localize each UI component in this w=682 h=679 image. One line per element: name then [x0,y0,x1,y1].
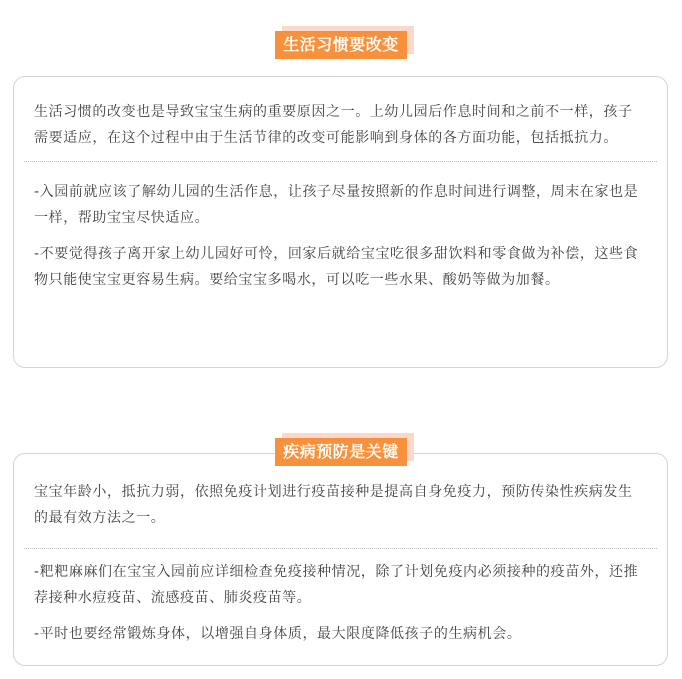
lifestyle-tip: -不要觉得孩子离开家上幼儿园好可怜，回家后就给宝宝吃很多甜饮料和零食做为补偿，这些食物只能使宝宝更容易生病。要给宝宝多喝水，可以吃一些水果、酸奶等做为加餐。 [34,246,639,288]
lifestyle-intro: 生活习惯的改变也是导致宝宝生病的重要原因之一。上幼儿园后作息时间和之前不一样，孩子需要适应，在这个过程中由于生活节律的改变可能影响到身体的各方面功能，包括抵抗力。 [34,104,633,146]
prevention-intro: 宝宝年龄小，抵抗力弱，依照免疫计划进行疫苗接种是提高自身免疫力，预防传染性疾病发生的最有效方法之一。 [34,484,633,526]
lifestyle-card [13,76,668,368]
card-divider [24,548,657,549]
lifestyle-tip: -入园前就应该了解幼儿园的生活作息，让孩子尽量按照新的作息时间进行调整，周末在家也是一样，帮助宝宝尽快适应。 [34,184,639,226]
prevention-card [13,453,668,666]
section-title-prevention [0,438,682,466]
prevention-tip: -粑粑麻麻们在宝宝入园前应详细检查免疫接种情况，除了计划免疫内必须接种的疫苗外，还推荐接种水痘疫苗、流感疫苗、肺炎疫苗等。 [34,564,639,606]
prevention-tip: -平时也要经常锻炼身体，以增强自身体质，最大限度降低孩子的生病机会。 [34,626,522,642]
section-badge: 疾病预防是关键 [275,438,407,466]
card-divider [24,161,657,162]
section-title-lifestyle [0,31,682,59]
section-badge: 生活习惯要改变 [275,31,407,59]
